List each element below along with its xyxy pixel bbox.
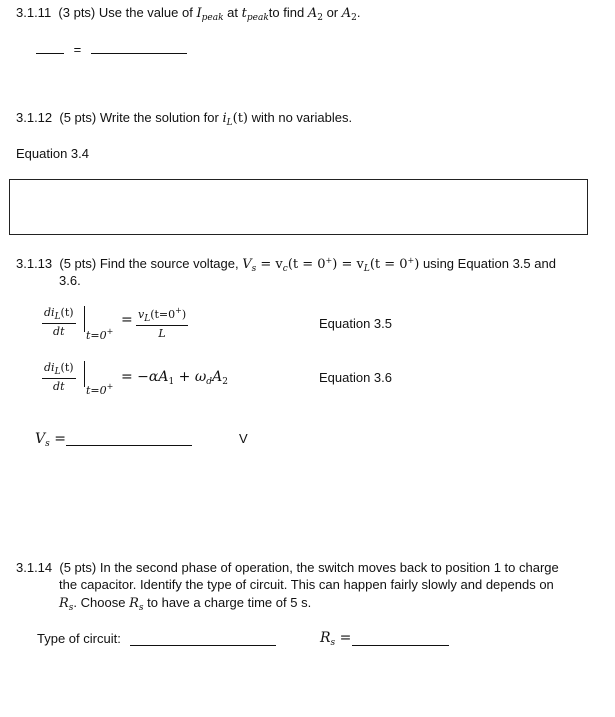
var-i-l-t: $i_L(t)$ [222, 111, 248, 128]
equation-label: Equation 3.6 [319, 370, 393, 385]
rs-label: $R_s$ = [320, 630, 352, 648]
question-text: using Equation 3.5 and [422, 256, 556, 271]
question-number: 3.1.11 [16, 5, 52, 20]
question-text: Write the solution for [99, 110, 219, 125]
var-rs: $R_s$ [129, 596, 144, 613]
evaluation-point: t=0+ [86, 382, 114, 397]
equation-label: Equation 3.4 [16, 146, 90, 161]
var-a2-alt: $A_2$ [341, 6, 357, 23]
source-voltage-formula: $V_s = v_c(t = 0^+) = v_L(t = 0^+)$ [242, 256, 420, 274]
question-points: (5 pts) [59, 256, 97, 271]
question-points: (3 pts) [58, 5, 96, 20]
source-voltage-label: $V_s$ = [35, 431, 66, 449]
derivative-fraction: $di_L(t)$ dt [44, 361, 74, 393]
equation-label: Equation 3.5 [319, 316, 393, 331]
question-number: 3.1.14 [16, 560, 53, 575]
var-i-peak: $I_{peak}$ [196, 6, 224, 23]
derivative-fraction: $di_L(t)$ dt [44, 306, 74, 338]
question-3-1-13 [16, 256, 556, 274]
var-a2: $A_2$ [307, 6, 323, 23]
question-text: or [326, 5, 339, 20]
question-text-continued: 3.6. [59, 273, 81, 288]
question-text-line: $R_s$. Choose $R_s$ to have a charge time of 5 s. [59, 595, 312, 613]
question-text: at [227, 5, 238, 20]
question-points: (5 pts) [59, 110, 97, 125]
question-text: with no variables. [251, 110, 353, 125]
damped-response-expression: = $-\alpha A_1 + \omega_dA_2$ [121, 369, 228, 387]
evaluation-bar [84, 306, 85, 332]
question-text: In the second phase of operation, the switch moves back to position 1 to charge [99, 560, 559, 575]
answer-line-3-1-11 [36, 40, 187, 57]
equals-sign: = [121, 312, 133, 328]
question-text: the capacitor. Identify the type of circuit. This can happen fairly slowly and depends on [59, 577, 554, 592]
question-number: 3.1.13 [16, 256, 53, 271]
question-text: Find the source voltage, [99, 256, 239, 271]
question-3-1-11: 3.1.11 (3 pts) Use the value of $I_{peak}$ at $t_{peak}to$ find $A_2$ or $A_2$. [16, 5, 361, 23]
question-text: to find [268, 5, 305, 20]
solution-answer-box[interactable] [9, 179, 588, 235]
evaluation-point: t=0+ [86, 327, 114, 342]
answer-variable-blank[interactable] [36, 40, 64, 54]
rs-value-blank[interactable] [352, 631, 449, 646]
unit-label: V [239, 431, 248, 446]
equals-sign: = [73, 42, 82, 57]
question-text: Use the value of [98, 5, 193, 20]
answer-value-blank[interactable] [91, 40, 187, 54]
var-rs: $R_s$ [59, 596, 74, 613]
var-t-peak: $t_{peak}$ [241, 6, 269, 23]
voltage-over-inductance: $\frac{v_L(t=0^+)}{L}$ [138, 306, 187, 340]
question-number: 3.1.12 [16, 110, 53, 125]
evaluation-bar [84, 361, 85, 387]
question-points: (5 pts) [59, 560, 97, 575]
circuit-type-blank[interactable] [130, 631, 276, 646]
question-3-1-12 [16, 110, 352, 128]
circuit-type-label: Type of circuit: [37, 631, 121, 646]
source-voltage-blank[interactable] [66, 431, 192, 446]
